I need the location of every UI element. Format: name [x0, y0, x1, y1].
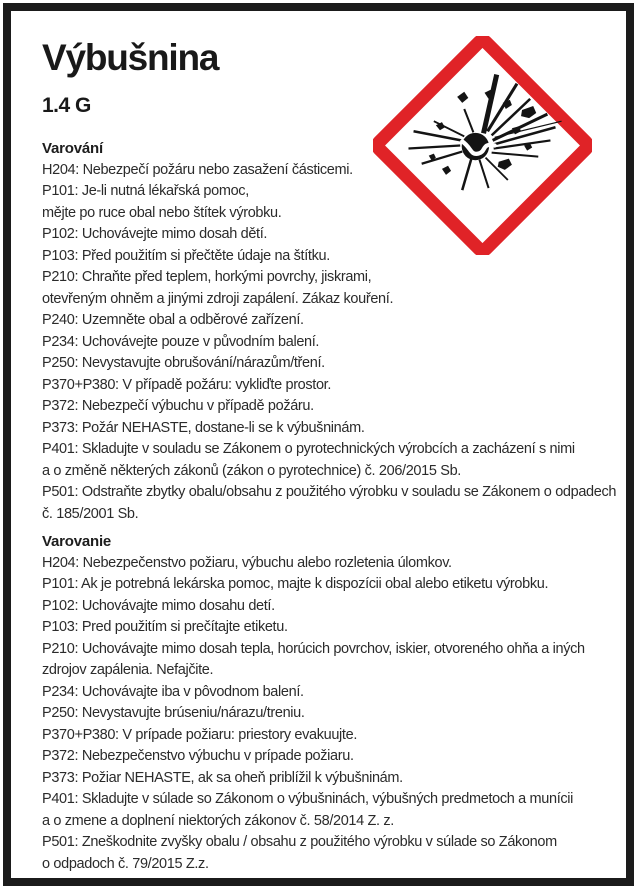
- section-slovak: [42, 531, 623, 875]
- statement-line: P370+P380: V případě požáru: vykliďte prostor.: [42, 376, 332, 393]
- statement-line: P501: Zneškodnite zvyšky obalu / obsahu z použitého výrobku v súlade so Zákonom: [42, 834, 557, 850]
- statement-line: P103: Před použitím si přečtěte údaje na štítku.: [42, 247, 330, 264]
- statement-line: a o změně některých zákonů (zákon o pyrotechnice) č. 206/2015 Sb.: [42, 462, 461, 479]
- statement-line: P250: Nevystavujte obrušování/nárazům/tření.: [42, 355, 325, 371]
- statement-line: P102: Uchovávejte mimo dosah dětí.: [42, 226, 268, 242]
- statement-line: P240: Uzemněte obal a odběrové zařízení.: [42, 312, 304, 328]
- statement-line: P234: Uchovávejte pouze v původním balení.: [42, 333, 320, 350]
- statement-line: P401: Skladujte v súlade so Zákonom o výbušninách, výbušných predmetoch a munícii: [42, 791, 574, 807]
- statement-line: P210: Uchovávajte mimo dosah tepla, horúcich povrchov, iskier, otvoreného ohňa a iných: [42, 640, 585, 657]
- statement-line: H204: Nebezpečí požáru nebo zasažení částicemi.: [42, 161, 353, 178]
- statement-line: P234: Uchovávajte iba v pôvodnom balení.: [42, 683, 304, 700]
- statement-line: P370+P380: V prípade požiaru: priestory evakuujte.: [42, 726, 358, 743]
- statement-line: P501: Odstraňte zbytky obalu/obsahu z použitého výrobku v souladu se Zákonem o odpadech: [42, 484, 617, 500]
- statement-line: H204: Nebezpečenstvo požiaru, výbuchu alebo rozletenia úlomkov.: [42, 554, 452, 571]
- statement-line: P103: Pred použitím si prečítajte etiketu.: [42, 619, 288, 635]
- section-czech: [42, 138, 623, 525]
- page-title: Výbušnina: [42, 37, 219, 78]
- statement-line: mějte po ruce obal nebo štítek výrobku.: [42, 204, 282, 221]
- statement-line: otevřeným ohněm a jinými zdroji zapálení. Zákaz kouření.: [42, 290, 394, 307]
- signal-word-czech: Varování: [42, 140, 103, 157]
- statement-line: P210: Chraňte před teplem, horkými povrchy, jiskrami,: [42, 269, 372, 285]
- statement-line: P373: Požár NEHASTE, dostane-li se k výbušninám.: [42, 419, 365, 436]
- statement-line: P372: Nebezpečí výbuchu v případě požáru.: [42, 398, 314, 414]
- statement-line: P372: Nebezpečenstvo výbuchu v prípade požiaru.: [42, 748, 354, 764]
- statement-line: a o zmene a doplnení niektorých zákonov č. 58/2014 Z. z.: [42, 812, 394, 829]
- statement-line: č. 185/2001 Sb.: [42, 505, 139, 522]
- statement-line: P102: Uchovávajte mimo dosahu detí.: [42, 597, 275, 614]
- statement-line: P401: Skladujte v souladu se Zákonem o pyrotechnických výrobcích a zacházení s nimi: [42, 441, 575, 457]
- statement-line: P101: Ak je potrebná lekárska pomoc, majte k dispozícii obal alebo etiketu výrobku.: [42, 576, 549, 592]
- signal-word-slovak: Varovanie: [42, 533, 112, 550]
- label-content: [42, 36, 623, 875]
- statement-line: zdrojov zapálenia. Nefajčite.: [42, 662, 214, 678]
- statement-line: o odpadoch č. 79/2015 Z.z.: [42, 855, 209, 872]
- statement-line: P101: Je-li nutná lékařská pomoc,: [42, 183, 249, 199]
- hazard-subclass: 1.4 G: [42, 94, 91, 117]
- statement-line: P250: Nevystavujte brúseniu/nárazu/treniu.: [42, 705, 305, 721]
- statement-line: P373: Požiar NEHASTE, ak sa oheň priblížil k výbušninám.: [42, 769, 403, 786]
